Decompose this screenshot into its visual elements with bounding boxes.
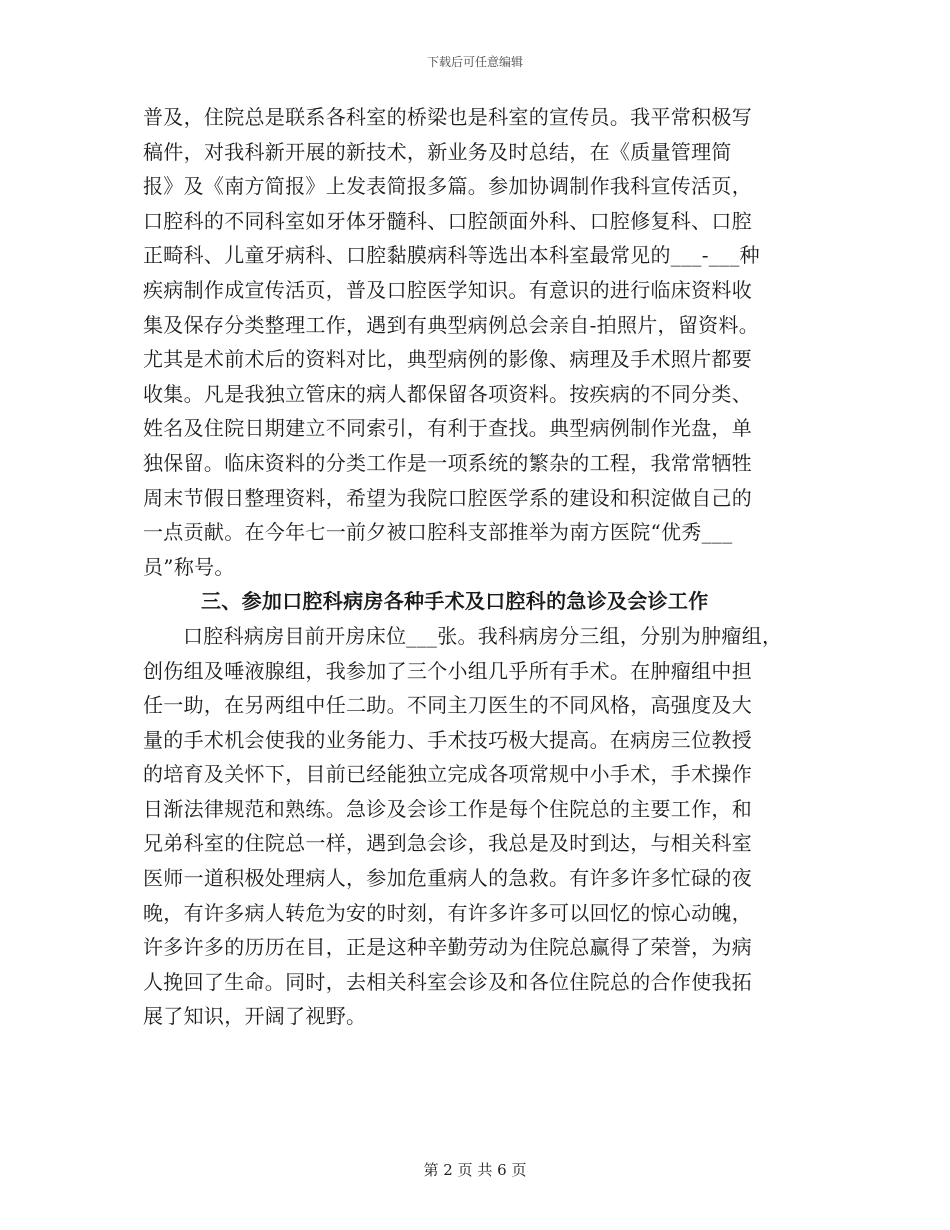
text-line: 一点贡献。在今年七一前夕被口腔科支部推举为南方医院“优秀___ bbox=[143, 520, 733, 545]
section-heading: 三、参加口腔科病房各种手术及口腔科的急诊及会诊工作 bbox=[201, 589, 709, 614]
text-line: 日渐法律规范和熟练。急诊及会诊工作是每个住院总的主要工作，和 bbox=[143, 796, 752, 821]
text-line: 许多许多的历历在目，正是这种辛勤劳动为住院总赢得了荣誉，为病 bbox=[143, 935, 752, 960]
text-line: 尤其是术前术后的资料对比，典型病例的影像、病理及手术照片都要 bbox=[143, 347, 752, 372]
text-line: 员”称号。 bbox=[143, 554, 235, 579]
text-line: 人挽回了生命。同时，去相关科室会诊及和各位住院总的合作使我拓 bbox=[143, 969, 752, 994]
text-line: 任一助，在另两组中任二助。不同主刀医生的不同风格，高强度及大 bbox=[143, 693, 752, 718]
text-line: 正畸科、儿童牙病科、口腔黏膜病科等选出本科室最常见的___-___种 bbox=[143, 243, 760, 268]
text-line: 晚，有许多病人转危为安的时刻，有许多许多可以回忆的惊心动魄， bbox=[143, 900, 752, 925]
text-line: 报》及《南方简报》上发表简报多篇。参加协调制作我科宣传活页， bbox=[143, 174, 752, 199]
page-number-footer: 第 2 页 共 6 页 bbox=[423, 1161, 527, 1179]
text-line: 口腔科病房目前开房床位___张。我科病房分三组，分别为肿瘤组， bbox=[183, 623, 783, 648]
text-line: 量的手术机会使我的业务能力、手术技巧极大提高。在病房三位教授 bbox=[143, 727, 752, 752]
text-line: 的培育及关怀下，目前已经能独立完成各项常规中小手术，手术操作 bbox=[143, 762, 752, 787]
text-line: 独保留。临床资料的分类工作是一项系统的繁杂的工程，我常常牺牲 bbox=[143, 450, 752, 475]
paragraph-1 bbox=[143, 100, 823, 584]
text-line: 口腔科的不同科室如牙体牙髓科、口腔颌面外科、口腔修复科、口腔 bbox=[143, 208, 752, 233]
text-line: 创伤组及唾液腺组，我参加了三个小组几乎所有手术。在肿瘤组中担 bbox=[143, 658, 752, 683]
text-line: 姓名及住院日期建立不同索引，有利于查找。典型病例制作光盘，单 bbox=[143, 416, 752, 441]
text-line: 收集。凡是我独立管床的病人都保留各项资料。按疾病的不同分类、 bbox=[143, 381, 752, 406]
document-body bbox=[143, 100, 823, 1034]
text-line: 周末节假日整理资料，希望为我院口腔医学系的建设和积淀做自己的 bbox=[143, 485, 752, 510]
text-line: 普及，住院总是联系各科室的桥梁也是科室的宣传员。我平常积极写 bbox=[143, 105, 752, 129]
text-line: 医师一道积极处理病人，参加危重病人的急救。有许多许多忙碌的夜 bbox=[143, 866, 752, 891]
paragraph-2 bbox=[143, 619, 823, 1034]
text-line: 疾病制作成宣传活页，普及口腔医学知识。有意识的进行临床资料收 bbox=[143, 277, 752, 302]
text-line: 稿件，对我科新开展的新技术，新业务及时总结，在《质量管理简 bbox=[143, 139, 732, 164]
page-header: 下载后可任意编辑 bbox=[426, 55, 523, 69]
text-line: 展了知识，开阔了视野。 bbox=[143, 1004, 367, 1029]
text-line: 兄弟科室的住院总一样，遇到急会诊，我总是及时到达，与相关科室 bbox=[143, 831, 752, 856]
text-line: 集及保存分类整理工作，遇到有典型病例总会亲自-拍照片，留资料。 bbox=[143, 312, 760, 337]
